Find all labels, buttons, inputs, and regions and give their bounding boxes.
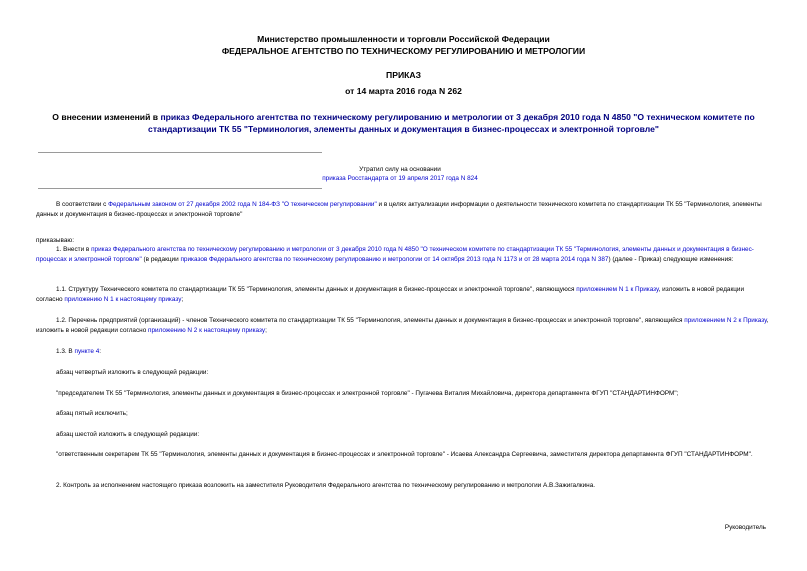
title-prefix: О внесении изменений в xyxy=(52,112,161,122)
clause-4-link[interactable]: пункте 4 xyxy=(74,348,100,355)
paragraph-item-2: 2. Контроль за исполнением настоящего приказа возложить на заместителя Руководителя Федерального агентства по техническому регулированию и метрологии А.В.Зажигалкина. xyxy=(56,482,596,489)
title-link-part-2[interactable]: стандартизации ТК 55 "Терминология, элементы данных и документация в бизнес-процессах и электронной торговле" xyxy=(148,123,659,134)
paragraph-chairman: "председателем ТК 55 "Терминология, элементы данных и документация в бизнес-процессах и электронной торговле" - Пугачева Виталия Михайловича, директора департамента ФГУП "СТАНДАРТИНФОРМ"; xyxy=(56,390,679,397)
text: : xyxy=(99,348,102,355)
text: (в редакции xyxy=(141,255,181,263)
status-note xyxy=(36,165,764,183)
text: , изложить в новой редакции согласно xyxy=(36,286,745,303)
orders-1173-387-link[interactable]: приказов Федерального агентства по техническому регулированию и метрологии от 14 октября 2013 года N 1173 и от 28 марта 2014 года N 387 xyxy=(180,255,609,263)
status-note-link[interactable]: приказа Росстандарта от 19 апреля 2017 года N 824 xyxy=(322,175,478,182)
divider-top xyxy=(38,152,322,153)
status-note-text: Утратил силу на основании xyxy=(359,166,441,173)
appendix-1-this-order-link[interactable]: приложению N 1 к настоящему приказу xyxy=(64,295,182,303)
paragraph-item-1 xyxy=(36,245,772,264)
title-link-part-1[interactable]: приказ Федерального агентства по техническому регулированию и метрологии от 3 декабря 2010 года N 4850 "О техническом комитете по xyxy=(160,112,755,122)
paragraph-5th-abzac: абзац пятый исключить; xyxy=(56,410,128,417)
appendix-2-this-order-link[interactable]: приложению N 2 к настоящему приказу xyxy=(148,326,266,334)
paragraph-order-word: приказываю: xyxy=(36,237,74,244)
text: ) (далее - Приказ) следующие изменения: xyxy=(608,255,734,263)
text: 1.1. Структуру Технического комитета по стандартизации ТК 55 "Терминология, элементы данных и документация в бизнес-процессах и электронной торговле", являющуюся xyxy=(56,286,577,293)
paragraph-secretary: "ответственным секретарем ТК 55 "Терминология, элементы данных и документация в бизнес-процессах и электронной торговле" - Исаева Александра Сергеевича, заместителя директора департамента ФГУП "СТАНДАРТИНФОРМ". xyxy=(56,451,753,458)
divider-bottom xyxy=(38,188,322,189)
paragraph-4th-abzac: абзац четвертый изложить в следующей редакции: xyxy=(56,369,209,376)
signature-title: Руководитель xyxy=(724,524,766,531)
document-date-number: от 14 марта 2016 года N 262 xyxy=(345,86,462,96)
agency-name: ФЕДЕРАЛЬНОЕ АГЕНТСТВО ПО ТЕХНИЧЕСКОМУ РЕГУЛИРОВАНИЮ И МЕТРОЛОГИИ xyxy=(221,46,586,56)
text: ; xyxy=(265,326,267,334)
text: В соответствии с xyxy=(56,201,109,208)
text: , изложить в новой редакции согласно xyxy=(36,317,769,334)
document-type: ПРИКАЗ xyxy=(386,70,421,80)
paragraph-preamble xyxy=(36,200,772,219)
title-line-2 xyxy=(0,124,807,136)
text: 1.3. В xyxy=(56,348,75,355)
title-line-1 xyxy=(0,112,807,124)
law-link[interactable]: Федеральным законом от 27 декабря 2002 года N 184-ФЗ "О техническом регулировании" xyxy=(108,201,377,208)
text: и в целях актуализации информации о деятельности технического комитета по стандартизации ТК 55 "Терминология, элементы данных и документация в бизнес-процессах и электронной торговле" xyxy=(36,201,762,218)
text: ; xyxy=(181,295,184,303)
paragraph-item-1-1 xyxy=(36,285,772,304)
appendix-1-order-link[interactable]: приложением N 1 к Приказу xyxy=(576,286,659,293)
paragraph-item-1-3 xyxy=(36,347,772,357)
appendix-2-order-link[interactable]: приложением N 2 к Приказу xyxy=(684,317,767,324)
order-4850-link[interactable]: приказ Федерального агентства по техническому регулированию и метрологии от 3 декабря 2010 года N 4850 "О техническом комитете по стандартизации ТК 55 "Терминология, элементы данных и документация в бизнес-процессах и электронной торговле" xyxy=(36,246,754,263)
paragraph-6th-abzac: абзац шестой изложить в следующей редакции: xyxy=(56,431,200,438)
text: 1. Внести в xyxy=(56,246,92,253)
paragraph-item-1-2 xyxy=(36,316,772,335)
document-title xyxy=(0,112,807,135)
text: 1.2. Перечень предприятий (организаций) - членов Технического комитета по стандартизации ТК 55 "Терминология, элементы данных и документация в бизнес-процессах и электронной торговле", являющийся xyxy=(56,317,685,324)
ministry-name: Министерство промышленности и торговли Российской Федерации xyxy=(257,34,550,44)
